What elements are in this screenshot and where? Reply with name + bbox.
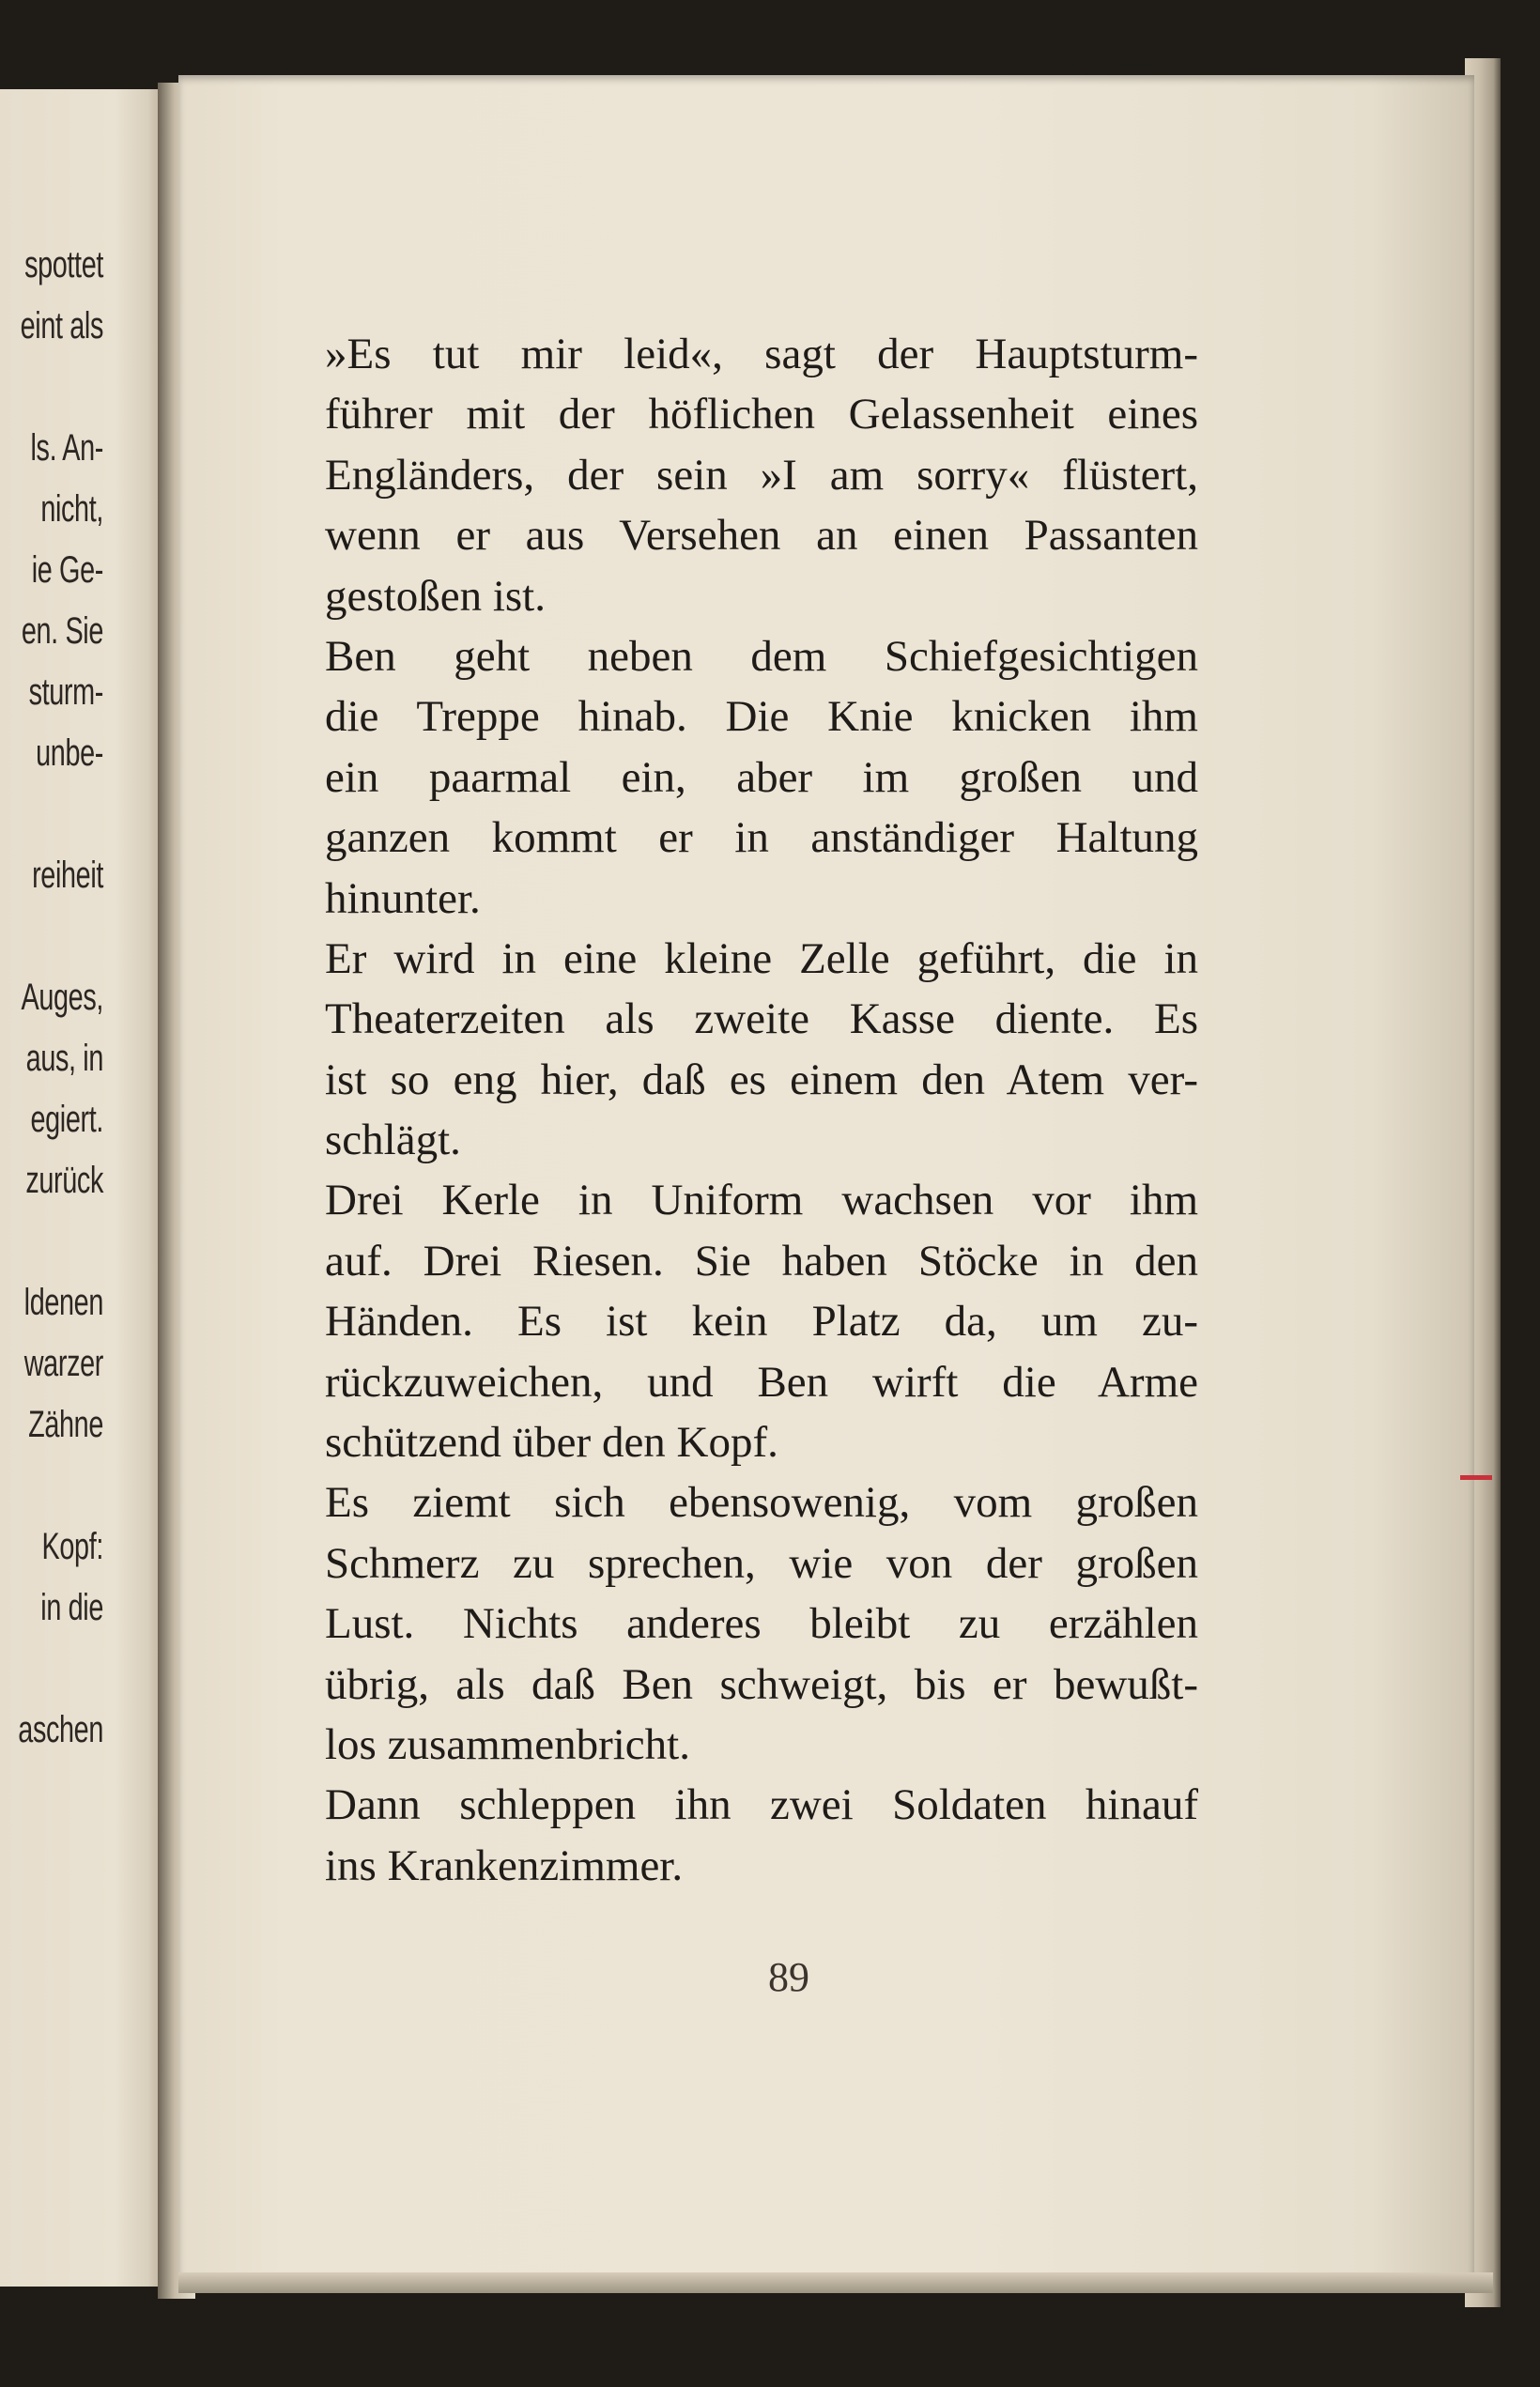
text-line: Lust. Nichts anderes bleibt zu erzählen [325,1599,1198,1649]
left-page-fragment: ls. An- [30,427,103,469]
text-line: führer mit der höflichen Gelassenheit eines [325,390,1198,439]
text-line: rückzuweichen, und Ben wirft die Arme [325,1357,1198,1407]
text-line: Theaterzeiten als zweite Kasse diente. Es [325,994,1198,1044]
text-line: gestoßen ist. [325,571,546,621]
text-line: Er wird in eine kleine Zelle geführt, die in [325,933,1198,983]
left-page [0,89,164,2287]
left-page-fragment: ldenen [23,1282,103,1323]
text-line: die Treppe hinab. Die Knie knicken ihm [325,692,1198,742]
text-line: los zusammenbricht. [325,1719,690,1769]
text-line: übrig, als daß Ben schweigt, bis er bewußt- [325,1659,1198,1709]
text-line: Dann schleppen ihn zwei Soldaten hinauf [325,1780,1198,1830]
text-line: Es ziemt sich ebensowenig, vom großen [325,1478,1198,1528]
text-line: ist so eng hier, daß es einem den Atem ver- [325,1055,1198,1104]
text-line: Ben geht neben dem Schiefgesichtigen [325,631,1198,681]
text-line: hinunter. [325,873,481,923]
text-line: ein paarmal ein, aber im großen und [325,752,1198,802]
left-page-fragment: ie Ge- [31,549,104,591]
text-line: auf. Drei Riesen. Sie haben Stöcke in den [325,1236,1198,1286]
left-page-fragment: reiheit [32,855,103,896]
left-page-fragment: Zähne [28,1404,103,1445]
text-line: Händen. Es ist kein Platz da, um zu- [325,1297,1198,1347]
left-page-text-fragments [18,89,104,2287]
left-page-fragment: unbe- [36,732,103,774]
left-page-fragment: spottet [24,244,104,285]
left-page-fragment: zurück [25,1160,104,1201]
text-line: schützend über den Kopf. [325,1418,778,1468]
text-line: wenn er aus Versehen an einen Passanten [325,511,1198,561]
left-page-fragment: in die [40,1587,103,1628]
bookmark-ribbon [1460,1475,1492,1480]
left-page-fragment: eint als [20,305,103,346]
text-line: ganzen kommt er in anständiger Haltung [325,813,1198,863]
left-page-fragment: egiert. [30,1099,104,1140]
body-text [325,324,1198,1896]
left-page-fragment: Auges, [21,977,103,1018]
left-page-fragment: aschen [18,1709,103,1750]
page-edge-bottom [178,2272,1493,2293]
left-page-fragment: nicht, [40,488,104,530]
text-line: ins Krankenzimmer. [325,1840,684,1890]
text-line: schlägt. [325,1116,461,1165]
left-page-fragment: Kopf: [41,1526,103,1567]
text-line: Schmerz zu sprechen, wie von der großen [325,1538,1198,1588]
text-line: Drei Kerle in Uniform wachsen vor ihm [325,1176,1198,1225]
left-page-fragment: en. Sie [21,610,103,652]
text-line: »Es tut mir leid«, sagt der Hauptsturm- [325,330,1198,378]
page-number: 89 [768,1954,809,2000]
left-page-fragment: aus, in [25,1038,103,1079]
left-page-fragment: sturm- [28,671,104,713]
text-line: Engländers, der sein »I am sorry« flüstert, [325,450,1198,500]
left-page-fragment: warzer [23,1343,103,1384]
